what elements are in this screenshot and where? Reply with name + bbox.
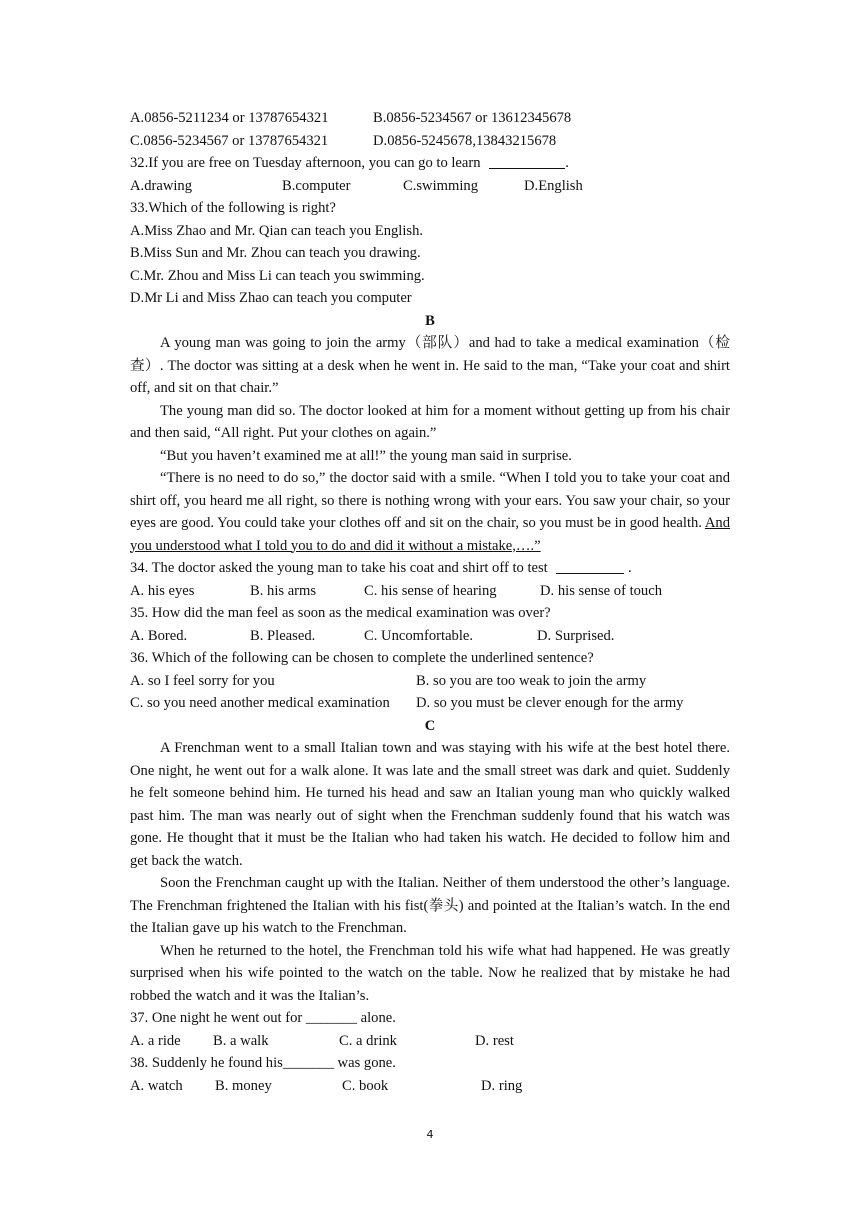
section-b-paragraph-3: “But you haven’t examined me at all!” the young man said in surprise. xyxy=(160,447,572,464)
q35-option-d: D. Surprised. xyxy=(537,627,615,644)
underlined-sentence: And you understood what I told you to do and did it without a mistake,….” xyxy=(130,515,731,554)
section-c-paragraph-1: A Frenchman went to a small Italian town and was staying with his wife at the best hotel there. One night, he went out for a walk alone. It was late and the small street was dark and quiet. Suddenly he felt someone behind him. He turned his head and saw an Italian young man who quickly walked past him. The man was nearly out of sight when the Frenchman suddenly found that his watch was gone. He thought that it must be the Italian who had taken his watch. He decided to follow him and get back the watch. xyxy=(130,740,730,869)
q37-option-d: D. rest xyxy=(475,1032,514,1049)
page-content xyxy=(130,107,730,1097)
q34-option-d: D. his sense of touch xyxy=(540,582,663,599)
q35-option-b: B. Pleased. xyxy=(250,627,316,644)
q31-options xyxy=(130,107,730,130)
q31-options-row2 xyxy=(130,130,730,153)
q37-option-a: A. a ride xyxy=(130,1032,181,1049)
section-c-paragraph-2: Soon the Frenchman caught up with the Italian. Neither of them understood the other’s language. The Frenchman frightened the Italian with his fist(拳头) and pointed at the Italian’s watch. In the end the Italian gave up his watch to the Frenchman. xyxy=(130,875,730,936)
q31-option-b: B.0856-5234567 or 13612345678 xyxy=(373,110,572,126)
q38-option-a: A. watch xyxy=(130,1077,183,1094)
q33-option-b: B.Miss Sun and Mr. Zhou can teach you drawing. xyxy=(130,245,421,261)
q37-option-b: B. a walk xyxy=(213,1032,269,1049)
q37-stem: 37. One night he went out for _______ alone. xyxy=(130,1010,396,1026)
page-number: 4 xyxy=(426,1128,434,1141)
q31-option-d: D.0856-5245678,13843215678 xyxy=(373,132,557,149)
q33-option-a: A.Miss Zhao and Mr. Qian can teach you English. xyxy=(130,222,424,239)
q32-option-c: C.swimming xyxy=(403,177,479,194)
q34-stem xyxy=(130,557,730,580)
section-c-paragraph-3: When he returned to the hotel, the Frenchman told his wife what had happened. He was greatly surprised when his wife pointed to the watch on the table. Now he realized that by mistake he had robbed the watch and it was the Italian’s. xyxy=(130,942,730,1004)
q36-options xyxy=(130,670,730,693)
q36-option-a: A. so I feel sorry for you xyxy=(130,672,275,689)
section-b-heading: B xyxy=(425,312,435,329)
q37-options xyxy=(130,1030,730,1053)
section-b-paragraph-1: A young man was going to join the army（部队）and had to take a medical examination（检查）. The doctor was sitting at a desk when he went in. He said to the man, “Take your coat and shirt off, and sit on that chair.” xyxy=(130,335,730,396)
q34-options xyxy=(130,580,730,603)
q36-option-c: C. so you need another medical examination xyxy=(130,695,390,711)
q35-option-a: A. Bored. xyxy=(130,627,188,644)
q34-stem-end: . xyxy=(628,560,632,576)
q32-stem-text: 32.If you are free on Tuesday afternoon, you can go to learn xyxy=(130,155,481,171)
q36-stem: 36. Which of the following can be chosen to complete the underlined sentence? xyxy=(130,650,594,666)
q38-option-b: B. money xyxy=(215,1077,272,1094)
q35-stem: 35. How did the man feel as soon as the medical examination was over? xyxy=(130,605,551,621)
q34-option-c: C. his sense of hearing xyxy=(364,582,497,599)
q32-stem-end: . xyxy=(565,155,569,171)
q38-option-d: D. ring xyxy=(481,1077,523,1094)
q32-options xyxy=(130,175,730,198)
q32-option-a: A.drawing xyxy=(130,177,193,194)
section-b-paragraph-4-text: “There is no need to do so,” the doctor said with a smile. “When I told you to take your coat and shirt off, you heard me all right, so there is nothing wrong with your ears. You saw your chair, so your eyes are good. You could take your clothes off and sit on the chair, so you must be in good health. xyxy=(130,470,730,531)
q31-option-a: A.0856-5211234 or 13787654321 xyxy=(130,110,329,126)
section-b-paragraph-4 xyxy=(130,467,730,557)
q38-options xyxy=(130,1075,730,1098)
q33-stem: 33.Which of the following is right? xyxy=(130,200,336,216)
q37-option-c: C. a drink xyxy=(339,1032,397,1049)
q34-stem-text: 34. The doctor asked the young man to take his coat and shirt off to test xyxy=(130,560,548,576)
q38-option-c: C. book xyxy=(342,1077,389,1094)
q38-stem: 38. Suddenly he found his_______ was gone. xyxy=(130,1055,396,1071)
q35-option-c: C. Uncomfortable. xyxy=(364,627,474,644)
q32-option-b: B.computer xyxy=(282,177,351,194)
q34-option-b: B. his arms xyxy=(250,582,317,599)
q35-options xyxy=(130,625,730,648)
q36-options-row2 xyxy=(130,692,730,715)
q32-option-d: D.English xyxy=(524,177,583,194)
section-b-paragraph-2: The young man did so. The doctor looked at him for a moment without getting up from his chair and then said, “All right. Put your clothes on again.” xyxy=(130,402,730,441)
q31-option-c: C.0856-5234567 or 13787654321 xyxy=(130,132,329,149)
q36-option-b: B. so you are too weak to join the army xyxy=(416,672,647,689)
q33-option-c: C.Mr. Zhou and Miss Li can teach you swimming. xyxy=(130,267,425,284)
q34-option-a: A. his eyes xyxy=(130,582,195,599)
section-c-heading: C xyxy=(424,717,436,734)
q36-option-d: D. so you must be clever enough for the army xyxy=(416,695,684,711)
q32-stem xyxy=(130,152,730,175)
answer-blank xyxy=(556,558,624,574)
q33-option-d: D.Mr Li and Miss Zhao can teach you computer xyxy=(130,290,412,306)
answer-blank xyxy=(489,153,565,169)
